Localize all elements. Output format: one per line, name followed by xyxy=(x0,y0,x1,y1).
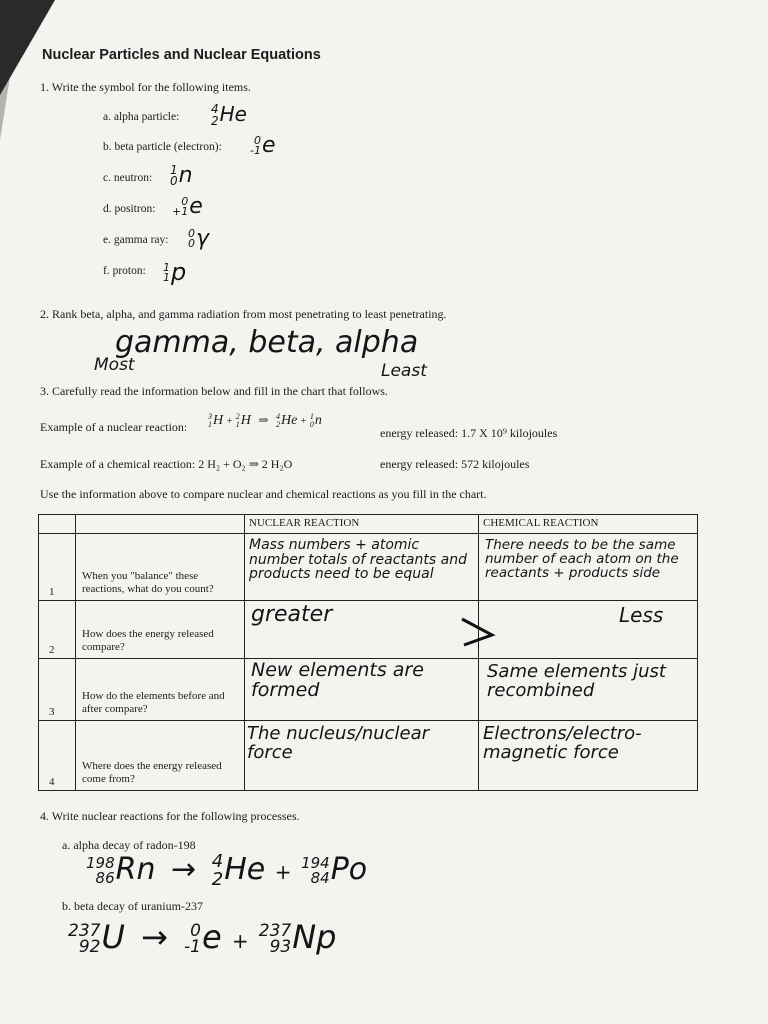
q4a-label: a. alpha decay of radon-198 xyxy=(62,838,196,852)
row-number: 3 xyxy=(49,706,55,718)
q1-item-e-answer: 0 0 γ xyxy=(188,226,210,251)
row-number: 4 xyxy=(49,776,55,788)
q4a-equation: 198 86 Rn → 4 2 He + 194 84 Po xyxy=(86,851,368,890)
q2-prompt: 2. Rank beta, alpha, and gamma radiation from most penetrating to least penetrating. xyxy=(40,307,447,321)
q1-item-a-answer: 4 2 He xyxy=(211,102,247,128)
q1-item-d-label: d. positron: xyxy=(103,203,156,215)
chart-header-row xyxy=(39,515,698,534)
row-nuclear-answer: The nucleus/nuclear force xyxy=(247,723,430,763)
chart-header-nuclear: NUCLEAR REACTION xyxy=(245,515,479,534)
q4b-label: b. beta decay of uranium-237 xyxy=(62,899,203,913)
row-question: When you "balance" these reactions, what do you count? xyxy=(82,569,214,596)
table-row xyxy=(39,601,698,659)
q3-nuclear-example-label: Example of a nuclear reaction: xyxy=(40,420,188,434)
chart-header-num xyxy=(39,515,76,534)
row-nuclear-answer: Mass numbers + atomic number totals of reactants and products need to be equal xyxy=(249,537,467,583)
q1-item-c-label: c. neutron: xyxy=(103,172,153,184)
q1-item-b-label: b. beta particle (electron): xyxy=(103,141,222,153)
q2-most-label: Most xyxy=(94,355,135,375)
row-question: Where does the energy released come from? xyxy=(82,759,222,786)
row-number: 1 xyxy=(49,586,55,598)
q3-prompt: 3. Carefully read the information below and fill in the chart that follows. xyxy=(40,384,388,398)
chart-header-question xyxy=(76,515,245,534)
q3-instruction: Use the information above to compare nuclear and chemical reactions as you fill in the chart. xyxy=(40,487,487,501)
row-chemical-answer: Less xyxy=(619,603,664,627)
row-chemical-answer: Same elements just recombined xyxy=(487,661,666,701)
q1-item-a-label: a. alpha particle: xyxy=(103,111,180,123)
q3-chemical-energy: energy released: 572 kilojoules xyxy=(380,457,530,471)
q4b-equation: 237 92 U → 0 -1 e + 237 93 Np xyxy=(68,918,337,957)
q1-item-d-answer: 0 +1 e xyxy=(172,194,203,219)
q2-answer: gamma, beta, alpha xyxy=(115,325,419,360)
q1-prompt: 1. Write the symbol for the following items. xyxy=(40,80,251,94)
table-row xyxy=(39,659,698,721)
q1-item-f-answer: 1 1 p xyxy=(163,258,187,286)
row-question: How does the energy released compare? xyxy=(82,627,214,654)
comparison-chart xyxy=(38,514,698,791)
table-row xyxy=(39,534,698,601)
q3-nuclear-energy: energy released: 1.7 X 10⁹ kilojoules xyxy=(380,426,558,440)
table-row xyxy=(39,721,698,791)
row-chemical-answer: There needs to be the same number of each atom on the reactants + products side xyxy=(485,537,679,582)
row-chemical-answer: Electrons/electro-magnetic force xyxy=(483,723,642,763)
row-number: 2 xyxy=(49,644,55,656)
q3-chemical-example: Example of a chemical reaction: 2 H₂ + O₂ ⇒ 2 H₂O xyxy=(40,457,293,471)
q1-item-b-answer: 0 -1 e xyxy=(250,133,276,158)
q1-item-a xyxy=(103,111,179,123)
nuclear-equation: 3 1 H + 2 1 H ⇒ 4 2 He + 1 0 n xyxy=(208,412,322,429)
q1-item-e xyxy=(103,234,168,246)
q4-prompt: 4. Write nuclear reactions for the following processes. xyxy=(40,809,300,823)
q1-item-d xyxy=(103,203,155,215)
row-nuclear-answer: New elements are formed xyxy=(251,659,424,701)
row-question: How do the elements before and after compare? xyxy=(82,689,225,716)
q1-item-e-label: e. gamma ray: xyxy=(103,234,169,246)
q1-item-f xyxy=(103,265,146,277)
q2-least-label: Least xyxy=(381,361,427,381)
q1-item-c xyxy=(103,172,152,184)
chart-header-chemical: CHEMICAL REACTION xyxy=(479,515,698,534)
page-title: Nuclear Particles and Nuclear Equations xyxy=(42,47,321,63)
q1-item-b xyxy=(103,141,222,153)
q1-item-f-label: f. proton: xyxy=(103,265,146,277)
row-nuclear-answer: greater xyxy=(251,602,333,627)
q1-item-c-answer: 1 0 n xyxy=(170,162,193,188)
